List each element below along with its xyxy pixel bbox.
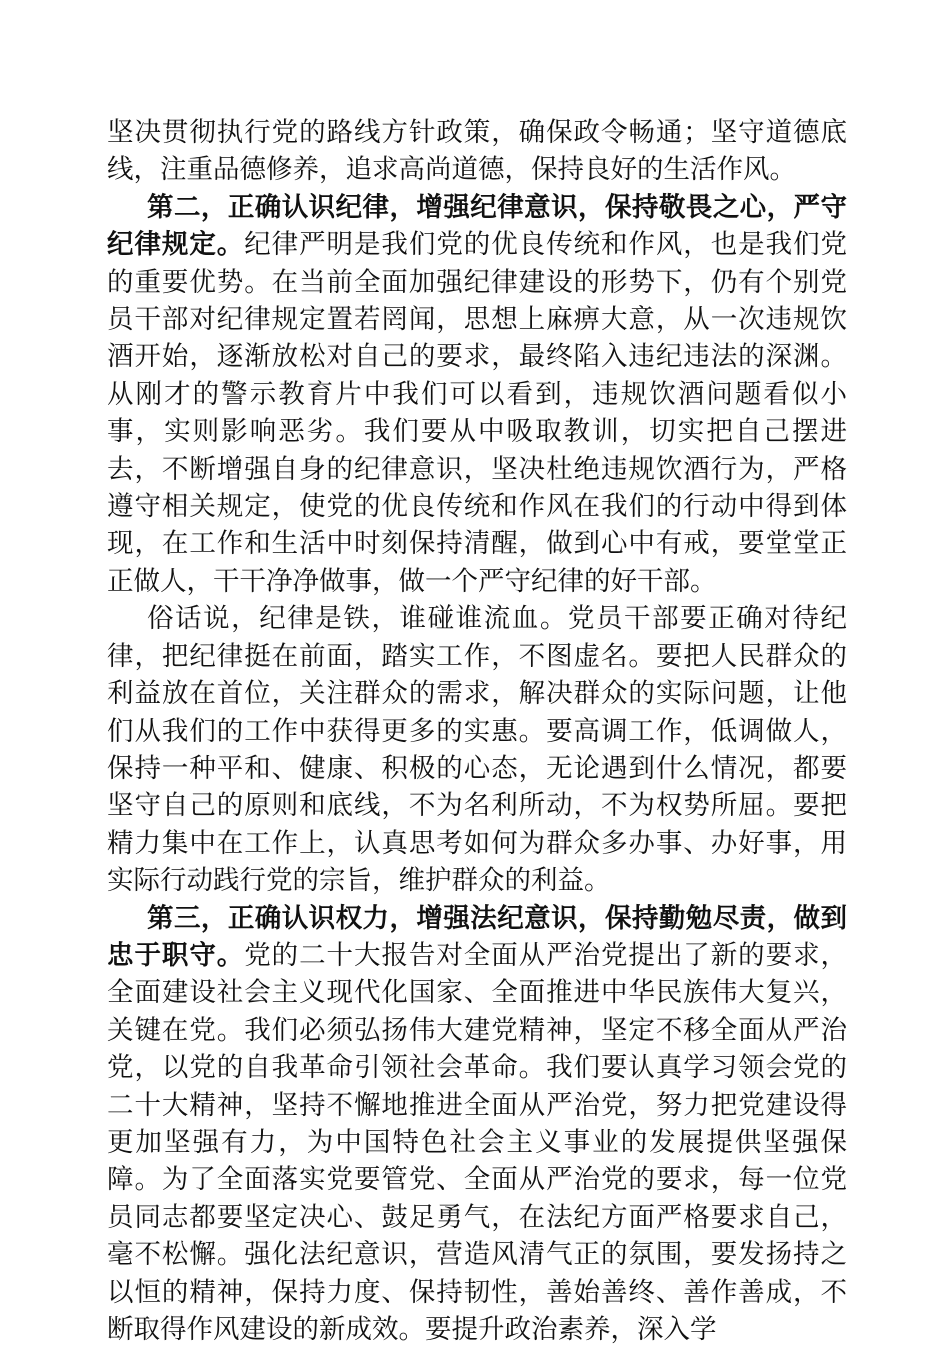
paragraph-text: 坚决贯彻执行党的路线方针政策，确保政令畅通；坚守道德底线，注重品德修养，追求高尚道德，保持良好的生活作风。 — [107, 117, 847, 186]
document-body — [107, 114, 847, 1348]
paragraph-second-point — [107, 189, 847, 600]
paragraph-lead: 第二，正确认识纪律，增强纪律意识，保持敬畏之心，严守纪律规定。 — [107, 191, 847, 261]
paragraph-text: 党的二十大报告对全面从严治党提出了新的要求，全面建设社会主义现代化国家、全面推进中华民族伟大复兴，关键在党。我们必须弘扬伟大建党精神，坚定不移全面从严治党，以党的自我革命引领社会革命。我们要认真学习领会党的二十大精神，坚持不懈地推进全面从严治党，努力把党建设得更加坚强有力，为中国特色社会主义事业的发展提供坚强保障。为了全面落实党要管党、全面从严治党的要求，每一位党员同志都要坚定决心、鼓足勇气，在法纪方面严格要求自己，毫不松懈。强化法纪意识，营造风清气正的氛围，要发扬持之以恒的精神，保持力度、保持韧性，善始善终、善作善成，不断取得作风建设的新成效。要提升政治素养，深入学 — [107, 939, 848, 1345]
paragraph-text: 俗话说，纪律是铁，谁碰谁流血。党员干部要正确对待纪律，把纪律挺在前面，踏实工作，不图虚名。要把人民群众的利益放在首位，关注群众的需求，解决群众的实际问题，让他们从我们的工作中获得更多的实惠。要高调工作，低调做人，保持一种平和、健康、积极的心态，无论遇到什么情况，都要坚守自己的原则和底线，不为名利所动，不为权势所屈。要把精力集中在工作上，认真思考如何为群众多办事、办好事，用实际行动践行党的宗旨，维护群众的利益。 — [107, 603, 847, 897]
paragraph-proverb — [107, 600, 847, 899]
paragraph-lead: 第三，正确认识权力，增强法纪意识，保持勤勉尽责，做到忠于职守。 — [107, 902, 847, 971]
paragraph-continuation — [107, 114, 847, 189]
paragraph-third-point — [107, 900, 847, 1348]
paragraph-text: 纪律严明是我们党的优良传统和作风，也是我们党的重要优势。在当前全面加强纪律建设的形势下，仍有个别党员干部对纪律规定置若罔闻，思想上麻痹大意，从一次违规饮酒开始，逐渐放松对自己的要求，最终陷入违纪违法的深渊。从刚才的警示教育片中我们可以看到，违规饮酒问题看似小事，实则影响恶劣。我们要从中吸取教训，切实把自己摆进去，不断增强自身的纪律意识，坚决杜绝违规饮酒行为，严格遵守相关规定，使党的优良传统和作风在我们的行动中得到体现，在工作和生活中时刻保持清醒，做到心中有戒，要堂堂正正做人，干干净净做事，做一个严守纪律的好干部。 — [107, 229, 848, 597]
